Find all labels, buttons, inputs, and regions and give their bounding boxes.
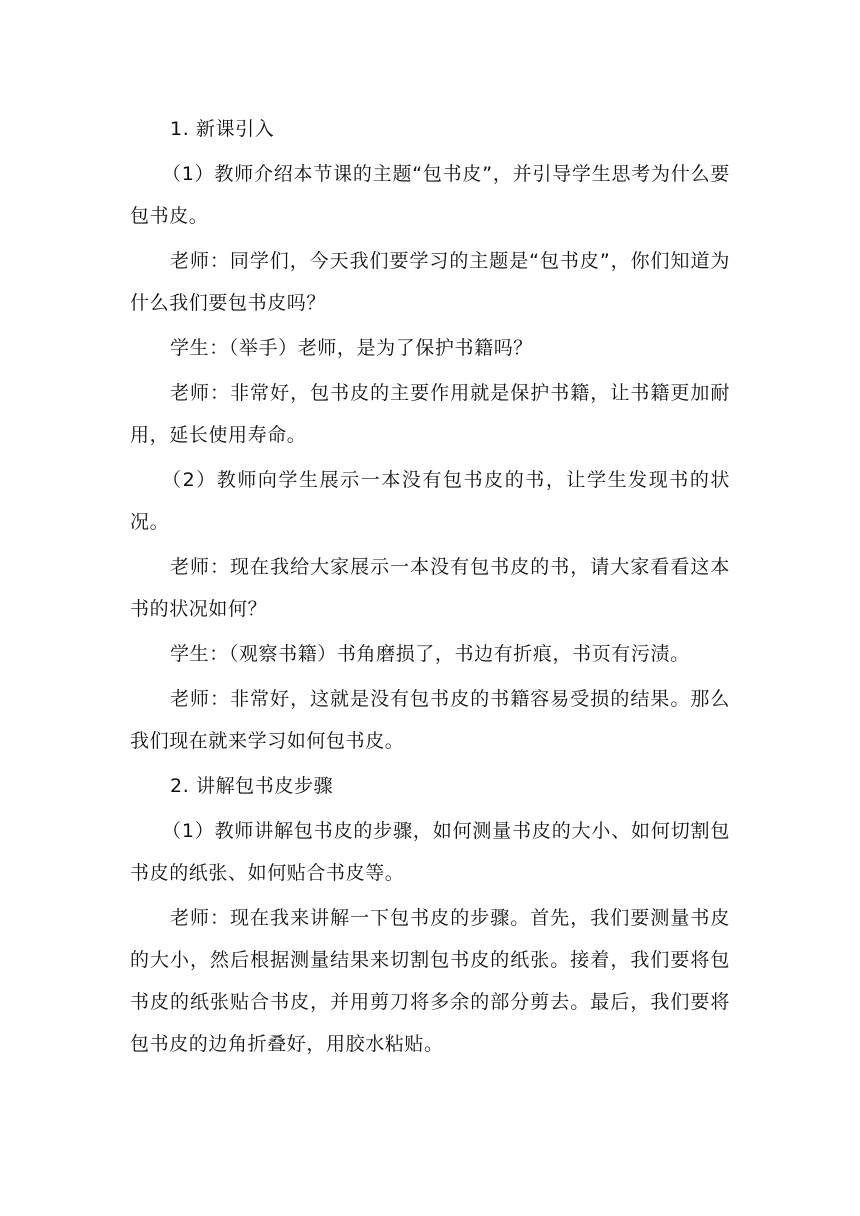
section-heading-steps: 2. 讲解包书皮步骤 (170, 775, 334, 797)
paragraph-dialog-teacher-4: 老师：非常好，这就是没有包书皮的书籍容易受损的结果。那么我们现在就来学习如何包书皮。 (130, 688, 730, 752)
paragraph-dialog-teacher-1: 老师：同学们，今天我们要学习的主题是“包书皮”，你们知道为什么我们要包书皮吗？ (130, 250, 730, 314)
paragraph-dialog-teacher-2: 老师：非常好，包书皮的主要作用就是保护书籍，让书籍更加耐用，延长使用寿命。 (130, 382, 730, 446)
paragraph-dialog-student-2: 学生：（观察书籍）书角磨损了，书边有折痕，书页有污渍。 (170, 643, 690, 665)
paragraph-dialog-teacher-3: 老师：现在我给大家展示一本没有包书皮的书，请大家看看这本书的状况如何？ (130, 556, 730, 620)
paragraph-dialog-student-1: 学生：（举手）老师，是为了保护书籍吗？ (170, 337, 533, 359)
paragraph-step-1-1: （1）教师介绍本节课的主题“包书皮”，并引导学生思考为什么要包书皮。 (130, 163, 730, 227)
paragraph-dialog-teacher-5: 老师：现在我来讲解一下包书皮的步骤。首先，我们要测量书皮的大小，然后根据测量结果来切割包书皮的纸张。接着，我们要将包书皮的纸张贴合书皮，并用剪刀将多余的部分剪去。最后，我们要将包书皮的边角折叠好，用胶水粘贴。 (130, 907, 730, 1055)
section-heading-new-lesson: 1. 新课引入 (170, 118, 275, 140)
paragraph-step-1-2: （2）教师向学生展示一本没有包书皮的书，让学生发现书的状况。 (130, 469, 730, 533)
paragraph-step-2-1: （1）教师讲解包书皮的步骤，如何测量书皮的大小、如何切割包书皮的纸张、如何贴合书皮等。 (130, 820, 730, 884)
document-body (130, 108, 730, 1065)
